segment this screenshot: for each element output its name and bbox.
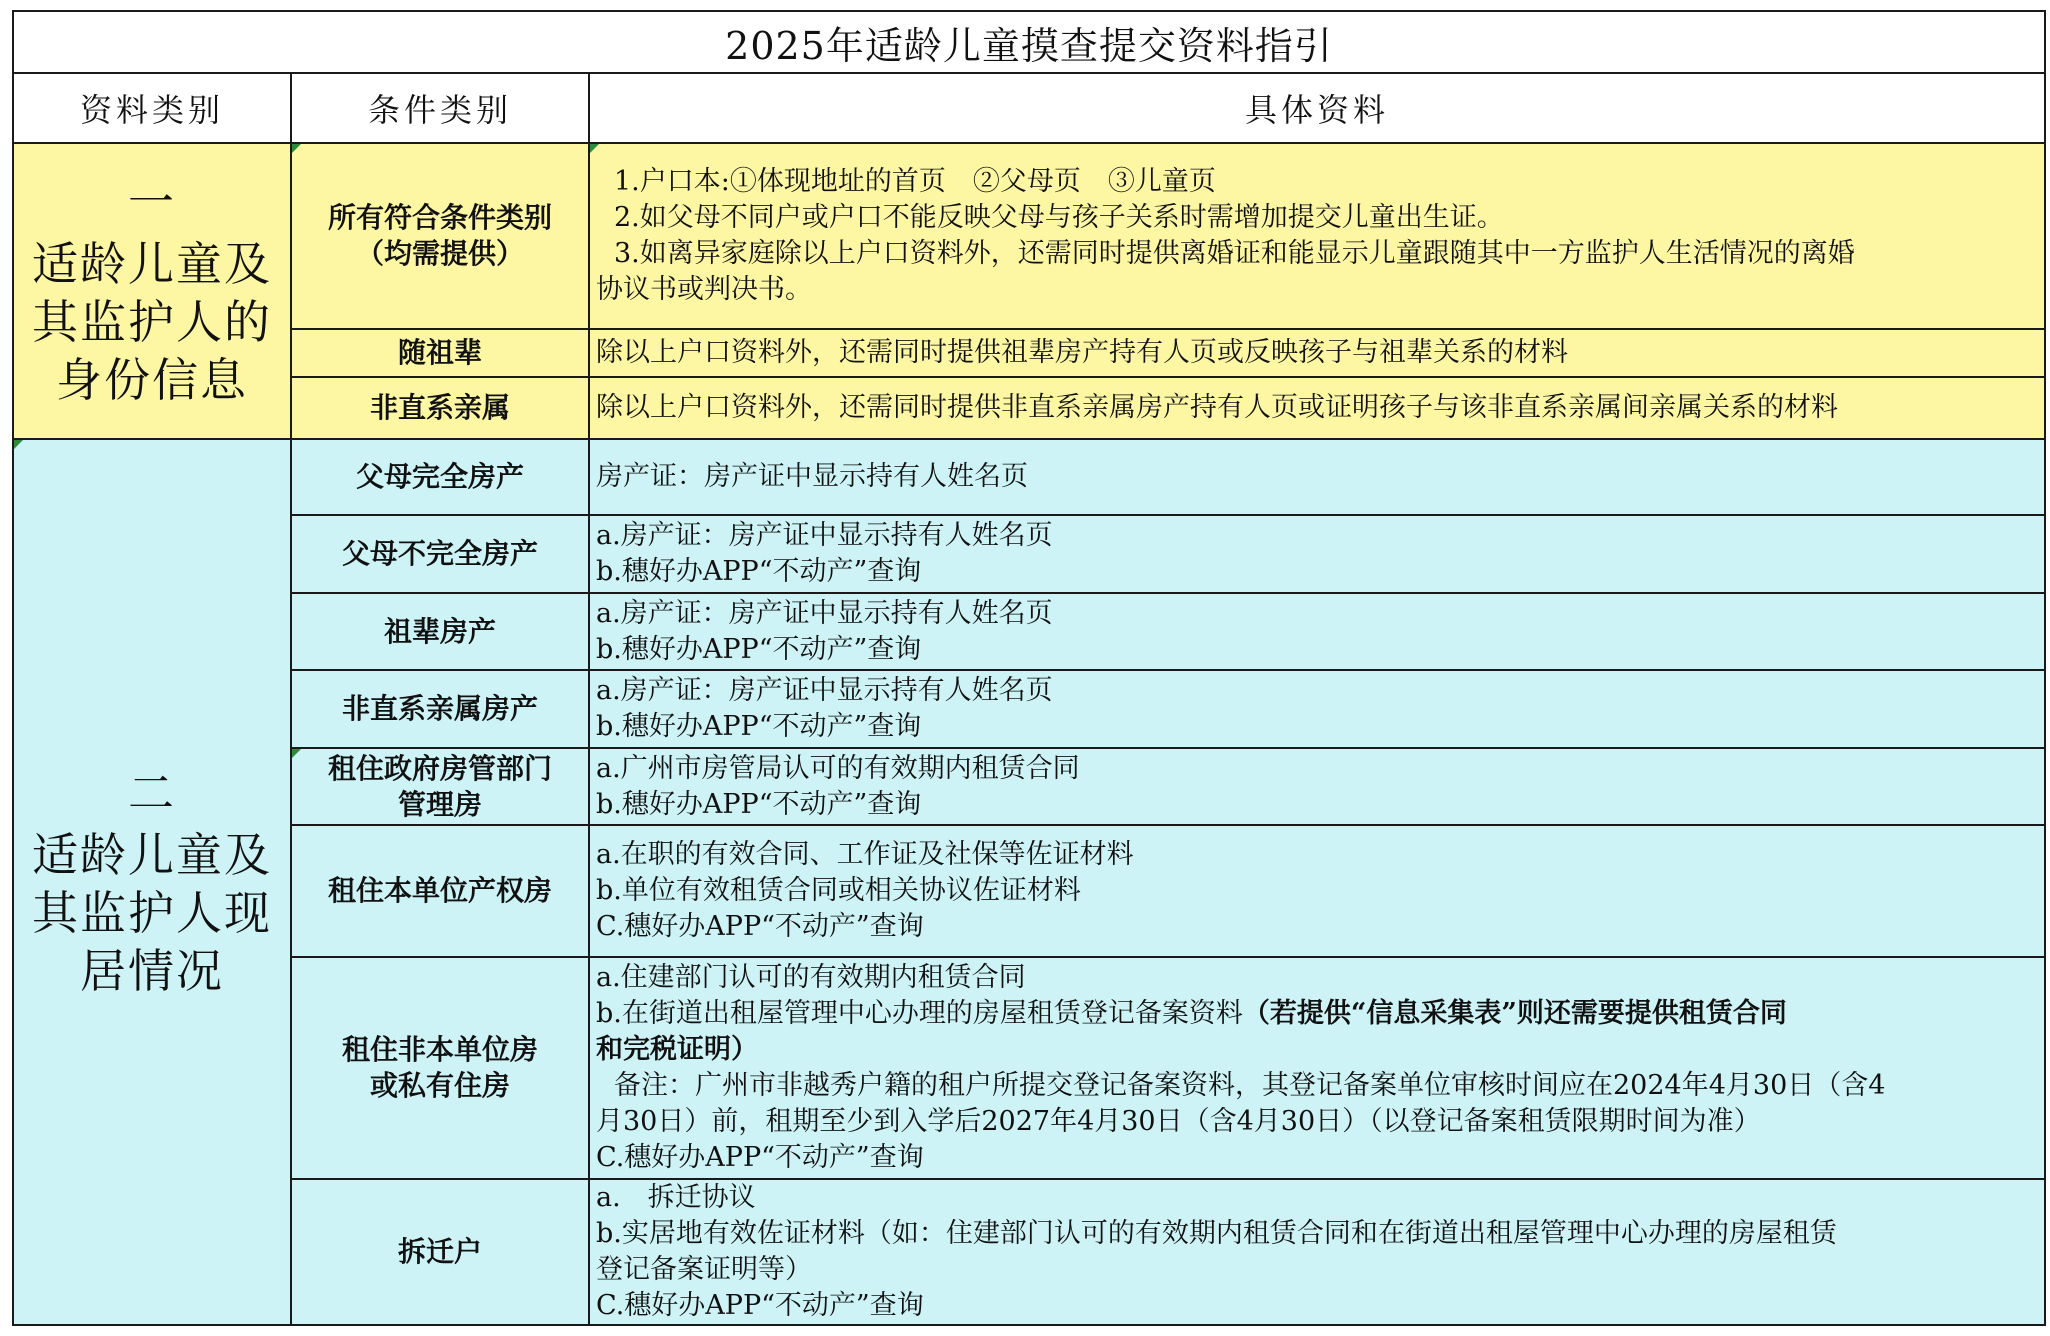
- detail-line: 登记备案证明等）: [596, 1254, 812, 1285]
- detail-employer-owned-rental: [589, 825, 2045, 957]
- guide-table: [12, 10, 2046, 1326]
- detail-parents-full-property: [589, 439, 2045, 515]
- detail-text: b.在街道出租屋管理中心办理的房屋租赁登记备案资料: [596, 998, 1243, 1029]
- detail-line: 1.户口本:①体现地址的首页 ②父母页 ③儿童页: [614, 166, 1216, 197]
- condition-relocated-household: [291, 1179, 589, 1325]
- condition-grandparents-property: [291, 593, 589, 670]
- detail-note-line: 月30日）前，租期至少到入学后2027年4月30日（含4月30日）（以登记备案租赁限期时间为准）: [596, 1106, 1761, 1137]
- section1-number: 一: [128, 175, 176, 229]
- detail-line-emphasis: 和完税证明）: [596, 1034, 758, 1065]
- detail-line: 3.如离异家庭除以上户口资料外，还需同时提供离婚证和能显示儿童跟随其中一方监护人生活情况的离婚: [614, 238, 1855, 269]
- detail-line: b.单位有效租赁合同或相关协议佐证材料: [596, 875, 1081, 906]
- condition-label: 父母完全房产: [355, 460, 524, 493]
- condition-label: 或私有住房: [369, 1069, 510, 1102]
- detail-line: 协议书或判决书。: [596, 274, 812, 305]
- section1-name-line: 身份信息: [56, 353, 248, 407]
- detail-relatives-property: [589, 670, 2045, 748]
- guide-sheet: [12, 10, 2044, 1326]
- detail-line: a.房产证：房产证中显示持有人姓名页: [596, 675, 1053, 706]
- detail-line: a.广州市房管局认可的有效期内租赁合同: [596, 752, 1080, 784]
- condition-label: （均需提供）: [355, 237, 524, 270]
- section2-number: 二: [128, 766, 176, 820]
- detail-line: a. 拆迁协议: [596, 1182, 756, 1213]
- detail-line: a.在职的有效合同、工作证及社保等佐证材料: [596, 839, 1134, 870]
- section2-name-line: 适龄儿童及: [32, 828, 272, 882]
- detail-line: C.穗好办APP“不动产”查询: [596, 1290, 924, 1321]
- detail-all-eligible: [589, 143, 2045, 329]
- condition-non-direct-relatives: [291, 377, 589, 439]
- detail-line: 房产证：房产证中显示持有人姓名页: [596, 461, 1028, 492]
- condition-label: 租住政府房管部门: [327, 751, 552, 785]
- section2-name-line: 其监护人现: [32, 886, 272, 940]
- section1-name-line: 其监护人的: [32, 295, 272, 349]
- detail-line: 除以上户口资料外，还需同时提供祖辈房产持有人页或反映孩子与祖辈关系的材料: [596, 337, 1568, 368]
- detail-relocated-household: [589, 1179, 2045, 1325]
- header-category: 资料类别: [13, 73, 291, 143]
- detail-text-emphasis: （若提供“信息采集表”则还需要提供租赁合同: [1242, 998, 1787, 1029]
- condition-parents-partial-property: [291, 515, 589, 593]
- condition-employer-owned-rental: [291, 825, 589, 957]
- condition-label: 租住本单位产权房: [327, 874, 552, 907]
- condition-label: 非直系亲属: [369, 391, 510, 424]
- detail-line: b.穗好办APP“不动产”查询: [596, 633, 922, 665]
- detail-grandparents-property: [589, 593, 2045, 670]
- condition-with-grandparents: [291, 329, 589, 377]
- detail-line: a.房产证：房产证中显示持有人姓名页: [596, 597, 1053, 629]
- detail-note-line: 备注：广州市非越秀户籍的租户所提交登记备案资料，其登记备案单位审核时间应在2024年4月30日（含4: [614, 1070, 1886, 1101]
- condition-government-managed-rental: [291, 748, 589, 825]
- condition-parents-full-property: [291, 439, 589, 515]
- detail-line: b.穗好办APP“不动产”查询: [596, 711, 922, 742]
- condition-private-rental: [291, 957, 589, 1179]
- detail-line: 除以上户口资料外，还需同时提供非直系亲属房产持有人页或证明孩子与该非直系亲属间亲属关系的材料: [596, 392, 1838, 423]
- section1-category: [13, 143, 291, 439]
- header-condition: 条件类别: [291, 73, 589, 143]
- detail-line: C.穗好办APP“不动产”查询: [596, 1142, 924, 1173]
- condition-label: 拆迁户: [397, 1235, 482, 1268]
- header-details: 具体资料: [589, 73, 2045, 143]
- detail-line: 2.如父母不同户或户口不能反映父母与孩子关系时需增加提交儿童出生证。: [614, 202, 1504, 233]
- section1-name-line: 适龄儿童及: [32, 237, 272, 291]
- condition-label: 非直系亲属房产: [341, 692, 538, 725]
- detail-line: a.房产证：房产证中显示持有人姓名页: [596, 520, 1053, 551]
- condition-all-eligible: [291, 143, 589, 329]
- detail-line: C.穗好办APP“不动产”查询: [596, 911, 924, 942]
- condition-label: 随祖辈: [397, 336, 482, 369]
- section2-name-line: 居情况: [80, 944, 224, 998]
- condition-label: 祖辈房产: [383, 614, 496, 648]
- detail-with-grandparents: [589, 329, 2045, 377]
- detail-parents-partial-property: [589, 515, 2045, 593]
- condition-label: 管理房: [397, 787, 482, 821]
- section2-category: [13, 439, 291, 1325]
- condition-label: 父母不完全房产: [341, 537, 538, 570]
- detail-line-rental-registration: [596, 996, 2040, 1032]
- detail-government-managed-rental: [589, 748, 2045, 825]
- detail-line: b.实居地有效佐证材料（如：住建部门认可的有效期内租赁合同和在街道出租屋管理中心办理的房屋租赁: [596, 1218, 1837, 1249]
- detail-non-direct-relatives: [589, 377, 2045, 439]
- detail-line: a.住建部门认可的有效期内租赁合同: [596, 962, 1026, 993]
- page-title: 2025年适龄儿童摸查提交资料指引: [13, 11, 2045, 73]
- condition-label: 所有符合条件类别: [327, 201, 552, 234]
- detail-line: b.穗好办APP“不动产”查询: [596, 788, 922, 820]
- condition-relatives-property: [291, 670, 589, 748]
- condition-label: 租住非本单位房: [341, 1033, 538, 1066]
- detail-line: b.穗好办APP“不动产”查询: [596, 556, 922, 587]
- detail-private-rental: [589, 957, 2045, 1179]
